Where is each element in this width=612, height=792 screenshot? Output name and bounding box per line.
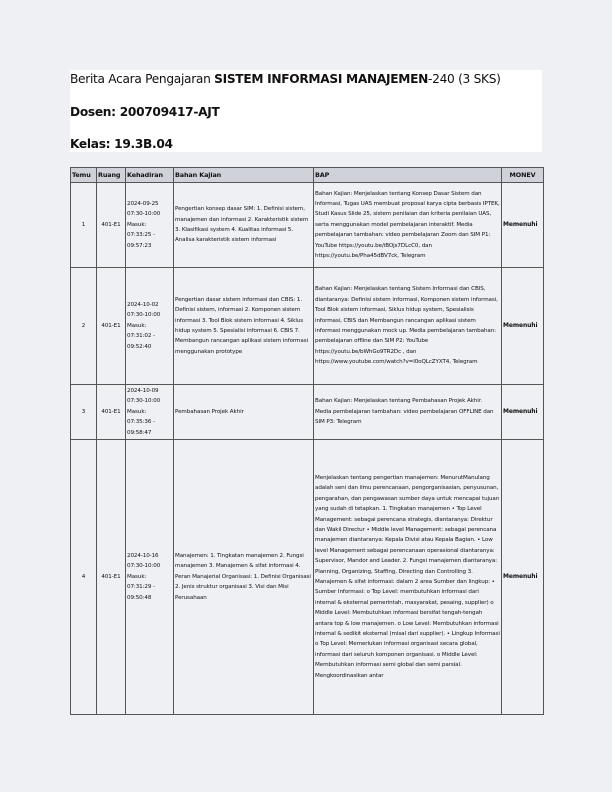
col-header-monev: MONEV (502, 168, 544, 183)
col-header-bahan-kajian: Bahan Kajian (174, 168, 314, 183)
cell-temu: 2 (71, 268, 97, 385)
cell-ruang: 401-E1 (97, 440, 126, 715)
col-header-kehadiran: Kehadiran (126, 168, 174, 183)
table-header-row (71, 168, 544, 183)
cell-bap (314, 440, 502, 715)
cell-kehadiran: 2024-10-16 07:30-10:00 Masuk: 07:31:29 - 09:50:48 (126, 440, 174, 715)
teaching-record-table (70, 167, 544, 715)
col-header-ruang: Ruang (97, 168, 126, 183)
cell-ruang: 401-E1 (97, 183, 126, 268)
cell-bap: Bahan Kajian: Menjelaskan tentang Konsep Dasar Sistem dan Informasi, Tugas UAS membuat proposal karya cipta berbasis IPTEK, Studi Kasus Slide 25, sistem penilaian dan kriteria penilaian UAS, serta menggunakan model pembelajaran interaktif. Media pembelajaran tambahan: video pembelajaran Zoom dan SIM P1: YouTube https://youtu.be/iBOjs7DLcC0, dan https://youtu.be/Pha45dBV7ck, Telegram (314, 183, 502, 268)
cell-kehadiran: 2024-09-25 07:30-10:00 Masuk: 07:33:25 - 09:57:23 (126, 183, 174, 268)
title-prefix: Berita Acara Pengajaran (70, 72, 215, 86)
cell-kehadiran: 2024-10-09 07:30-10:00 Masuk: 07:35:36 - 09:58:47 (126, 385, 174, 440)
cell-temu: 4 (71, 440, 97, 715)
table-row (71, 268, 544, 385)
cell-kehadiran: 2024-10-02 07:30-10:00 Masuk: 07:31:02 - 09:52:40 (126, 268, 174, 385)
cell-ruang: 401-E1 (97, 268, 126, 385)
cell-bahan-kajian: Pembahasan Projek Akhir (174, 385, 314, 440)
col-header-temu: Temu (71, 168, 97, 183)
cell-bap: Bahan Kajian: Menjelaskan tentang Pembahasan Projek Akhir. Media pembelajaran tambahan: video pembelajaran OFFLINE dan SIM P3: Telegram (314, 385, 502, 440)
course-suffix: -240 (3 SKS) (428, 72, 501, 86)
cell-monev: Memenuhi (502, 183, 544, 268)
cell-monev: Memenuhi (502, 268, 544, 385)
table-row (71, 385, 544, 440)
cell-bahan-kajian: Manajemen: 1. Tingkatan manajemen 2. Fungsi manajemen 3. Manajemen & sifat informasi 4. Peran Manajerial Organisasi: 1. Definisi Organisasi 2. Jenis struktur organisasi 3. Visi dan Misi Perusahaan (174, 440, 314, 715)
course-name: SISTEM INFORMASI MANAJEMEN (214, 72, 429, 86)
lecturer-line: Dosen: 200709417-AJT (70, 105, 220, 119)
cell-bap: Bahan Kajian: Menjelaskan tentang Sistem Informasi dan CBIS, diantaranya: Definisi sistem informasi, Komponen sistem informasi, Tool Blok sistem informasi, Siklus hidup system, Spesialisis informasi, CBIS dan Membangun rancangan aplikasi sistem informasi menggunakan mock up. Media pembelajaran tambahan: pembelajaran offline dan SIM P2: YouTube https://youtu.be/bWhGo9TR2Dc , dan https://www.youtube.com/watch?v=l0oQLcZYXT4, Telegram (314, 268, 502, 385)
class-line: Kelas: 19.3B.04 (70, 137, 173, 151)
report-header (70, 70, 542, 152)
col-header-bap: BAP (314, 168, 502, 183)
table-row (71, 183, 544, 268)
cell-bahan-kajian: Pengertian konsep dasar SIM: 1. Definisi sistem, manajemen dan informasi 2. Karakteristik sistem 3. Klasifikasi system 4. Kualitas informasi 5. Analisa karakteristik sistem informasi (174, 183, 314, 268)
report-title (70, 72, 501, 86)
cell-temu: 3 (71, 385, 97, 440)
cell-monev: Memenuhi (502, 440, 544, 715)
table-row (71, 440, 544, 715)
cell-monev: Memenuhi (502, 385, 544, 440)
cell-bap-text: Menjelaskan tentang pengertian manajemen: MenurutManulang adalah seni dan ilmu perencanaan, pengorganisasian, penyusunan, pengarahan, dan pengawasan sumber daya untuk mencapai tujuan yang sudah di tetapkan. 1. Tingkatan manajemen • Top Level Management: sebagai perencana strategis, diantaranya: Direktur dan Wakil Directur • Middle level Management: sebagai perencana manajemen diantaranya: Kepala Divisi atau Kepala Bagian. • Low level Management sebagai perencanaan operasional diantaranya: Supervisor, Mandor and Leader. 2. Fungsi manajemen diantaranya: Planning, Organizing, Staffing, Directing dan Controlling 3. Manajemen & sifat informasi: dalam 2 area Sumber dan lingkup: • Sumber Informasi: o Top Level: membutuhkan informasi dari internal & eksternal pemerintah, masyarakat, pesaing, supplier) o Middle Level: Membutuhkan informasi bersifat tengah-tengah antara top & low manajemen. o Low Level: Membutuhkan informasi internal & sedikit eksternal (misal dari supplier). • Lingkup Informasi o Top Level: Memerlukan informasi organisasi secara global, informasi dari seluruh komponen organisasi. o Middle Level: Membutuhkan informasi semi global dan semi parsial. Mengkoordinasikan antar (315, 474, 500, 679)
cell-ruang: 401-E1 (97, 385, 126, 440)
cell-temu: 1 (71, 183, 97, 268)
cell-bahan-kajian: Pengertian dasar sistem informasi dan CBIS: 1. Definisi sistem, informasi 2. Komponen sistem informasi 3. Tool Blok sistem informasi 4. Siklus hidup system 5. Spesialisi informasi 6. CBIS 7. Membangun rancangan aplikasi sistem informasi menggunakan prototype (174, 268, 314, 385)
